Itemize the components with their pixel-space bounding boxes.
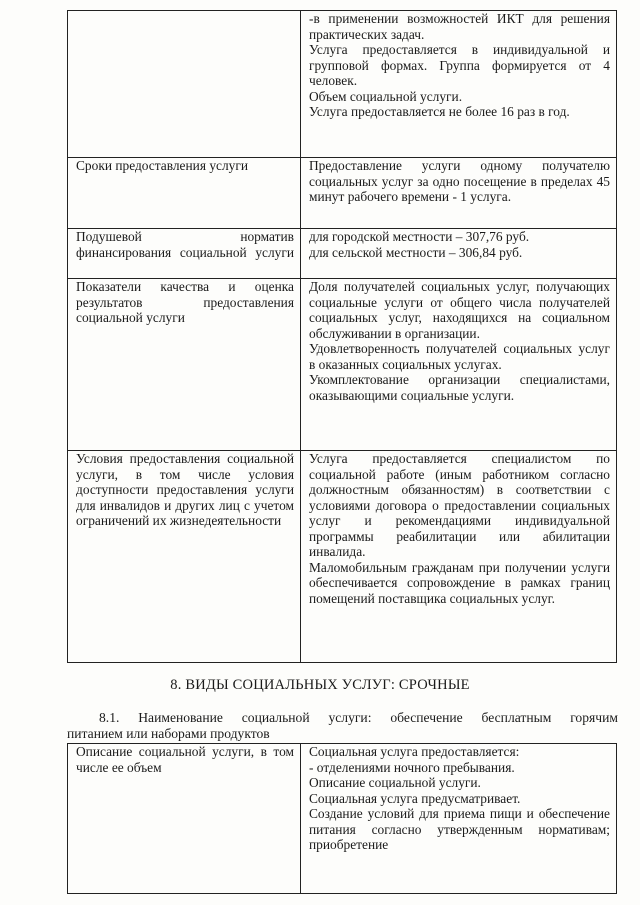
value-line: Объем социальной услуги. [309, 88, 463, 104]
row-label-text: Условия предоставления социальной услуги, в том числе условия доступности предоставления услуги для инвалидов и других лиц с учетом ограничений их жизнедеятельности [76, 451, 294, 528]
row-label [68, 158, 301, 229]
row-value [301, 744, 617, 894]
service-description-table [67, 743, 617, 894]
value-line: Маломобильным гражданам при получении услуги обеспечивается сопровождение в рамках границ помещений поставщика социальных услуг. [309, 559, 610, 606]
value-line: Услуга предоставляется не более 16 раз в год. [309, 104, 570, 119]
value-line: Социальная услуга предусматривает. [309, 790, 521, 806]
row-label [68, 279, 301, 451]
value-line: - отделениями ночного пребывания. [309, 759, 515, 775]
service-name-paragraph [67, 710, 618, 742]
paragraph-line: питанием или наборами продуктов [67, 726, 270, 741]
value-line: Укомплектование организации специалистами, оказывающими социальные услуги. [309, 372, 610, 403]
row-value [301, 279, 617, 451]
paragraph-line: 8.1. Наименование социальной услуги: обеспечение бесплатным горячим [99, 710, 618, 725]
value-line: Предоставление услуги одному получателю социальных услуг за одно посещение в пределах 45 минут рабочего времени - 1 услуга. [309, 158, 610, 204]
service-details-table [67, 10, 617, 663]
table-row [68, 11, 617, 158]
row-value [301, 229, 617, 279]
value-line: Описание социальной услуги. [309, 775, 481, 790]
value-line: Доля получателей социальных услуг, получающих социальные услуги от общего числа получателей социальных услуг, находящихся на социальном обслуживании в организации. [309, 279, 610, 341]
section-heading: 8. ВИДЫ СОЦИАЛЬНЫХ УСЛУГ: СРОЧНЫЕ [170, 677, 470, 693]
value-line: для сельской местности – 306,84 руб. [309, 244, 523, 260]
row-label-text: Подушевой норматив финансирования социальной услуги [76, 229, 294, 260]
value-line: Социальная услуга предоставляется: [309, 744, 520, 759]
table-row [68, 451, 617, 663]
row-value [301, 451, 617, 663]
table-row [68, 229, 617, 279]
row-label [68, 744, 301, 894]
value-line: Удовлетворенность получателей социальных услуг в оказанных социальных услугах. [309, 341, 610, 372]
row-value [301, 158, 617, 229]
row-value [301, 11, 617, 158]
table-row [68, 279, 617, 451]
value-line: Услуга предоставляется в индивидуальной и групповой формах. Группа формируется от 4 человек. [309, 42, 610, 88]
value-line: для городской местности – 307,76 руб. [309, 229, 530, 244]
row-label [68, 451, 301, 663]
value-line: Создание условий для приема пищи и обеспечение питания согласно утвержденным нормативам; приобретение [309, 806, 610, 852]
table-row [68, 744, 617, 894]
value-line: -в применении возможностей ИКТ для решения практических задач. [309, 11, 610, 42]
row-label [68, 229, 301, 279]
value-line: Услуга предоставляется специалистом по социальной работе (иным работником согласно должностным обязанностям) в соответствии с условиями договора о предоставлении социальных услуг и рекомендациями индивидуальной программы реабилитации или абилитации инвалида. [309, 451, 610, 559]
row-label-text: Описание социальной услуги, в том числе ее объем [76, 744, 294, 775]
table-row [68, 158, 617, 229]
row-label-text: Показатели качества и оценка результатов предоставления социальной услуги [76, 279, 294, 325]
row-label-text: Сроки предоставления услуги [76, 158, 248, 173]
row-label [68, 11, 301, 158]
